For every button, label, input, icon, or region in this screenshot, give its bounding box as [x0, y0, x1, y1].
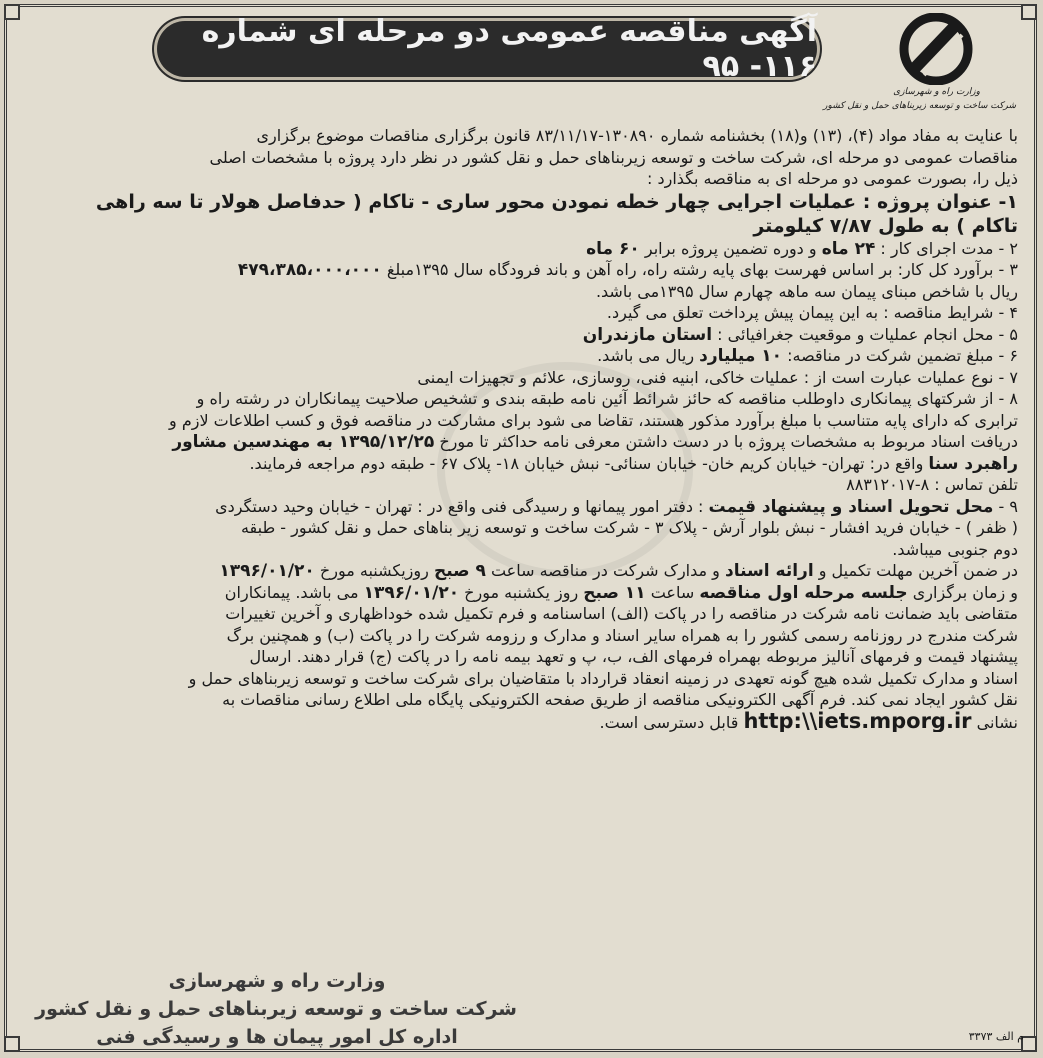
text: راهبرد سنا — [928, 453, 1018, 474]
text: ۱۳۹۶/۰۱/۲۰ — [363, 582, 460, 603]
signature-block — [37, 967, 517, 1051]
text: به مهندسین مشاور — [172, 432, 339, 452]
text: در ضمن آخرین مهلت تکمیل و — [813, 561, 1018, 580]
text: ۶ - مبلغ تضمین شرکت در مناقصه: — [782, 346, 1018, 365]
item-operations: ۷ - نوع عملیات عبارت است از : عملیات خاکی، ابنیه فنی، روسازی، علائم و تجهیزات ایمنی — [417, 367, 1018, 387]
intro-line: با عنایت به مفاد مواد (۴)، (۱۳) و(۱۸) بخشنامه شماره ۱۳۰۸۹۰-۸۳/۱۱/۱۷ قانون برگزاری مناقصات موضوع برگزاری — [256, 126, 1018, 145]
text: می باشد. پیمانکاران — [224, 582, 364, 602]
ministry-logo — [823, 13, 1016, 121]
text: ۱۳۹۵/۱۲/۲۵ — [338, 432, 435, 452]
text: ۱۳۹۶/۰۱/۲۰ — [219, 561, 315, 581]
contact-phone: تلفن تماس : ۸-۸۸۳۱۲۰۱۷ — [846, 475, 1018, 494]
closing-line: متقاضی باید ضمانت نامه شرکت در مناقصه را در پاکت (الف) اساسنامه و فرم تکمیل شده خوداظهاری و آخرین تغییرات — [225, 604, 1018, 623]
item-eligibility: ۸ - از شرکتهای پیمانکاری داوطلب مناقصه که حائز شرائط آئین نامه طبقه بندی و تشخیص صلاحیت پیمانکاران در رشته راه و — [196, 389, 1018, 408]
text: ۶۰ ماه — [586, 238, 640, 259]
estimate-amount: ۴۷۹،۳۸۵،۰۰۰،۰۰۰ — [237, 260, 382, 280]
frame-corner — [1021, 4, 1037, 20]
intro-line: مناقصات عمومی دو مرحله ای، شرکت ساخت و توسعه زیربناهای حمل و نقل کشور در نظر دارد پروژه با مشخصات اصلی — [209, 147, 1018, 167]
item-submission: ( ظفر ) - خیابان فرید افشار - نبش بلوار آرش - پلاک ۳ - شرکت ساخت و توسعه زیر بناهای حمل و نقل کشور - طبقه — [240, 518, 1018, 537]
text: و دوره تضمین پروژه برابر — [639, 238, 822, 258]
tender-portal-link[interactable]: http:\\iets.mporg.ir — [743, 710, 972, 732]
text: ریال می باشد. — [597, 346, 700, 365]
intro-line: ذیل را، بصورت عمومی دو مرحله ای به مناقصه بگذارد : — [646, 169, 1018, 188]
text: ۵ - محل انجام عملیات و موقعیت جغرافیائی : — [712, 324, 1018, 344]
text: محل تحویل اسناد و پیشنهاد قیمت — [708, 496, 994, 517]
item-submission — [25, 496, 1018, 518]
text: و مدارک شرکت در مناقصه ساعت — [485, 561, 725, 580]
text: ۱۰ میلیارد — [699, 346, 783, 366]
closing-line: نقل کشور ایجاد نمی کند. فرم آگهی الکترونیکی مناقصه از طریق صفحه الکترونیکی پایگاه ملی اطلاع رسانی مناقصات به — [222, 690, 1018, 709]
item-eligibility — [25, 431, 1018, 453]
logo-ministry-text: وزارت راه و شهرسازی — [893, 87, 980, 97]
ad-code: م الف ۳۳۷۳ — [968, 1030, 1024, 1043]
signature-line: اداره کل امور پیمان ها و رسیدگی فنی — [96, 1026, 458, 1048]
notice-title: آگهی مناقصه عمومی دو مرحله ای شماره ۱۱۶- ۹۵ — [157, 21, 817, 77]
text: روزیکشنبه مورخ — [314, 561, 434, 580]
company-logo-icon — [896, 13, 976, 85]
text: ۱۱ صبح — [583, 582, 646, 603]
closing-line — [25, 582, 1018, 604]
item-project-title: ۱- عنوان پروژه : عملیات اجرایی چهار خطه نمودن محور ساری - تاکام ( حدفاصل هولار تا سه راهی — [95, 190, 1018, 213]
item-guarantee — [25, 345, 1018, 367]
text: قابل دسترسی است. — [599, 712, 744, 732]
signature-line: وزارت راه و شهرسازی — [168, 970, 386, 992]
text: ۲۴ ماه — [821, 238, 876, 259]
item-eligibility: ترابری که دارای پایه متناسب با مبلغ برآورد مذکور هستند، تقاضا می شود برای مشارکت در مناقصه فوق و کسب اطلاعات لازم و — [169, 410, 1018, 430]
text: ۳ - برآورد کل کار: بر اساس فهرست بهای پایه رشته راه، راه آهن و باند فرودگاه سال ۱۳۹۵مبلغ — [381, 260, 1018, 279]
closing-line — [25, 711, 1018, 733]
notice-frame — [4, 4, 1037, 1052]
item-conditions: ۴ - شرایط مناقصه : به این پیمان پیش پرداخت تعلق می گیرد. — [606, 303, 1018, 322]
item-submission: دوم جنوبی میباشد. — [892, 539, 1018, 559]
text: ساعت — [645, 582, 700, 602]
signature-line: شرکت ساخت و توسعه زیربناهای حمل و نقل کشور — [35, 998, 517, 1020]
text: ۹ - — [993, 496, 1018, 516]
frame-corner — [4, 4, 20, 20]
text: و زمان برگزاری — [907, 582, 1018, 602]
item-estimate — [25, 259, 1018, 281]
text: : دفتر امور پیمانها و رسیدگی فنی واقع در : تهران - خیابان وحید دستگردی — [215, 496, 709, 516]
text: ۹ صبح — [433, 561, 486, 581]
closing-line: شرکت مندرج در روزنامه رسمی کشور را به همراه سایر اسناد و مدارک و رزومه شرکت را در پاکت (ب) و همچنین برگ — [226, 625, 1018, 645]
item-duration — [25, 238, 1018, 260]
closing-line: پیشنهاد قیمت و فرمهای آنالیز مربوطه بهمراه فرمهای الف، ب، پ و تعهد بیمه نامه را در پاکت (ج) قرار دهند. ارسال — [249, 647, 1018, 666]
text: دریافت اسناد مربوط به مشخصات پروژه با در دست داشتن معرفی نامه حداکثر تا مورخ — [434, 432, 1018, 451]
frame-corner — [4, 1036, 20, 1052]
text: روز یکشنبه مورخ — [459, 582, 584, 602]
item-project-title-cont: تاکام ) به طول ۷/۸۷ کیلومتر — [753, 214, 1018, 237]
text: واقع در: تهران- خیابان کریم خان- خیابان سنائی- نبش خیابان ۱۸- پلاک ۶۷ - طبقه دوم مراجعه فرمایند. — [249, 453, 929, 473]
text: استان مازندران — [582, 324, 713, 345]
text: ارائه اسناد — [725, 561, 814, 581]
item-location — [25, 324, 1018, 346]
item-eligibility — [25, 453, 1018, 475]
text: نشانی — [971, 712, 1018, 732]
item-estimate-cont: ریال با شاخص مبنای پیمان سه ماهه چهارم سال ۱۳۹۵می باشد. — [595, 281, 1018, 301]
closing-line: اسناد و مدارک تکمیل شده هیچ گونه تعهدی در زمینه انعقاد قرارداد با متقاضیان برای شرکت ساخت و توسعه زیربناهای حمل و — [188, 668, 1018, 688]
closing-line — [25, 560, 1018, 582]
text: ۲ - مدت اجرای کار : — [875, 238, 1018, 258]
text: جلسه مرحله اول مناقصه — [699, 582, 908, 603]
logo-company-text: شرکت ساخت و توسعه زیربناهای حمل و نقل کشور — [823, 101, 1016, 111]
notice-body — [25, 125, 1018, 732]
